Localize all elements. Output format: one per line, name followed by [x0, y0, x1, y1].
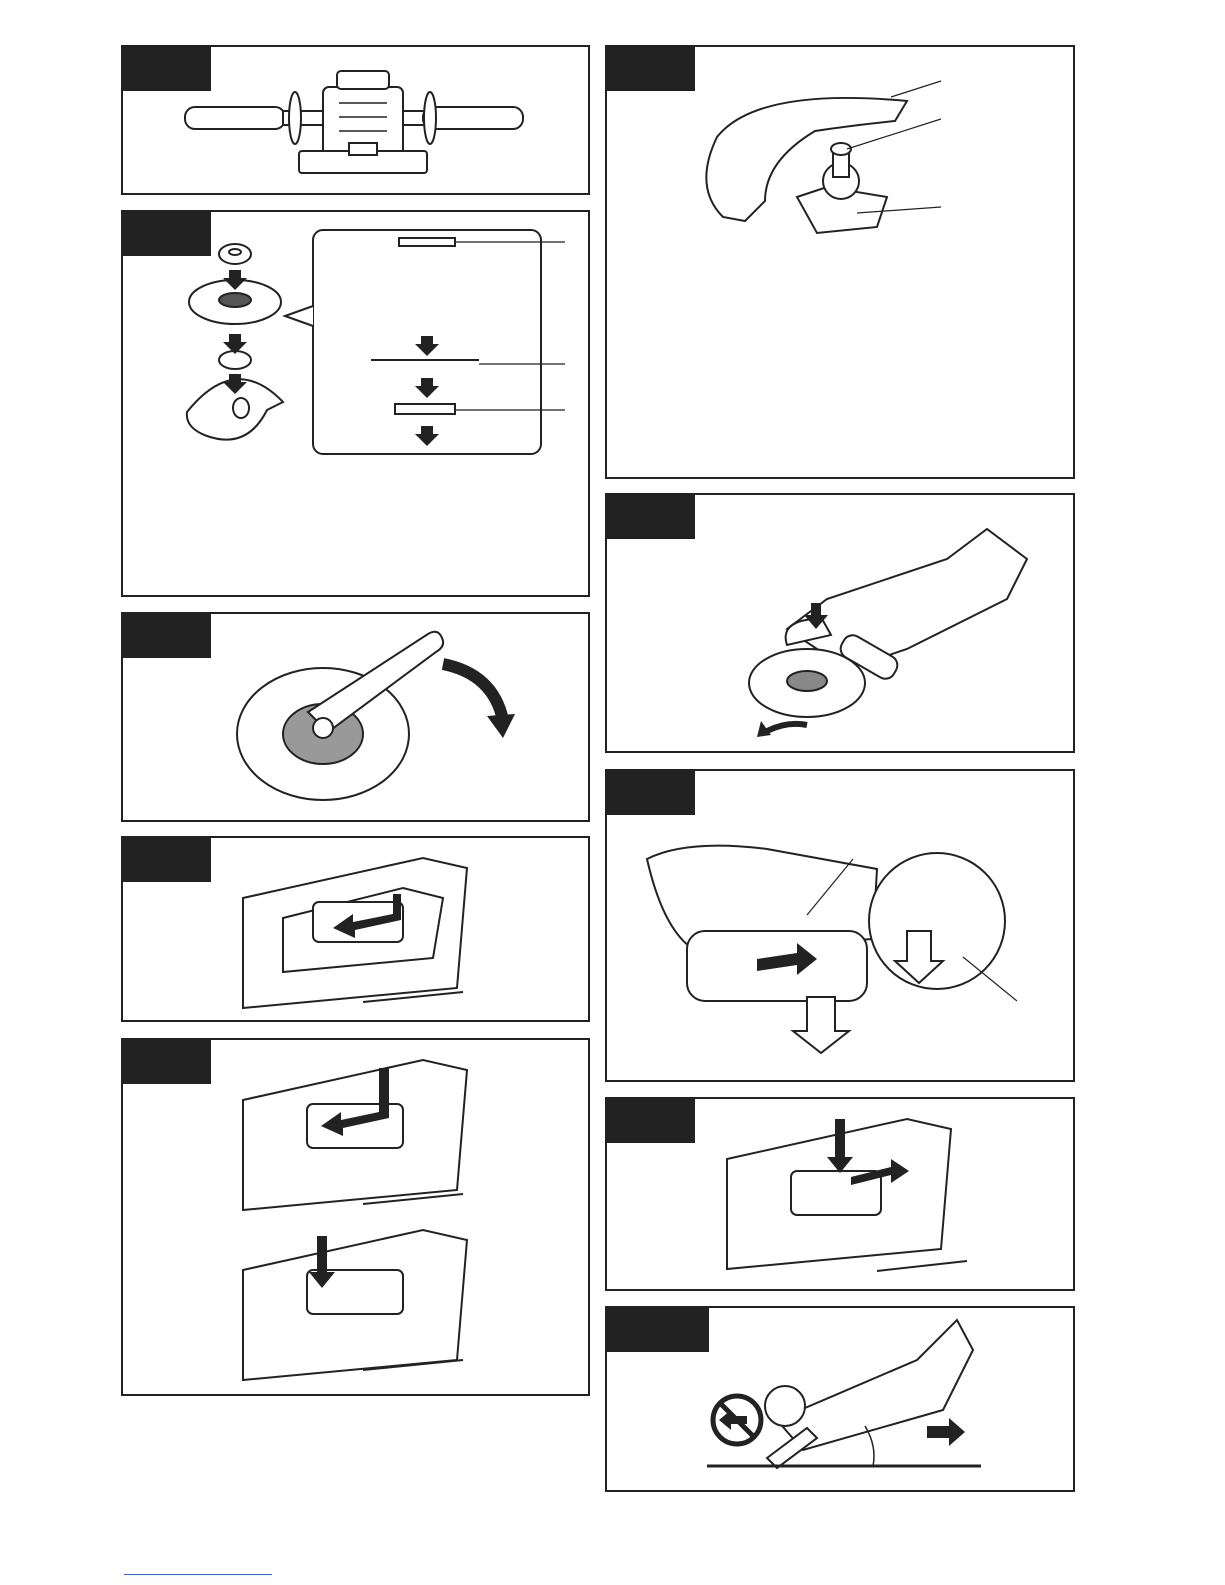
switch-lock-off-icon — [607, 1099, 1077, 1293]
battery-removal-icon — [607, 771, 1077, 1084]
slide-switch-press-icon — [123, 1040, 592, 1398]
figure-10-grinding-angle — [605, 1306, 1075, 1492]
wrench-tightening-icon — [123, 614, 592, 824]
footer-link-underline[interactable] — [124, 1574, 272, 1575]
figure-2-wheel-assembly — [121, 210, 590, 597]
wheel-assembly-exploded-icon — [123, 212, 592, 599]
grinder-handles-top-view-icon — [123, 47, 592, 197]
figure-6-wheel-guard — [605, 45, 1075, 479]
figure-8-battery-removal — [605, 769, 1075, 1082]
no-entry-arrow-icon — [713, 1396, 761, 1444]
wheel-guard-callouts-icon — [607, 47, 1077, 481]
figure-4-switch-slide — [121, 836, 590, 1022]
figure-3-wrench-tightening — [121, 612, 590, 822]
figure-9-switch-lock-off — [605, 1097, 1075, 1291]
figure-1-handle-positions — [121, 45, 590, 195]
slide-switch-forward-icon — [123, 838, 592, 1024]
spindle-lock-press-icon — [607, 495, 1077, 755]
figure-7-spindle-lock — [605, 493, 1075, 753]
grinding-angle-icon — [607, 1308, 1077, 1494]
figure-5-switch-on-off — [121, 1038, 590, 1396]
